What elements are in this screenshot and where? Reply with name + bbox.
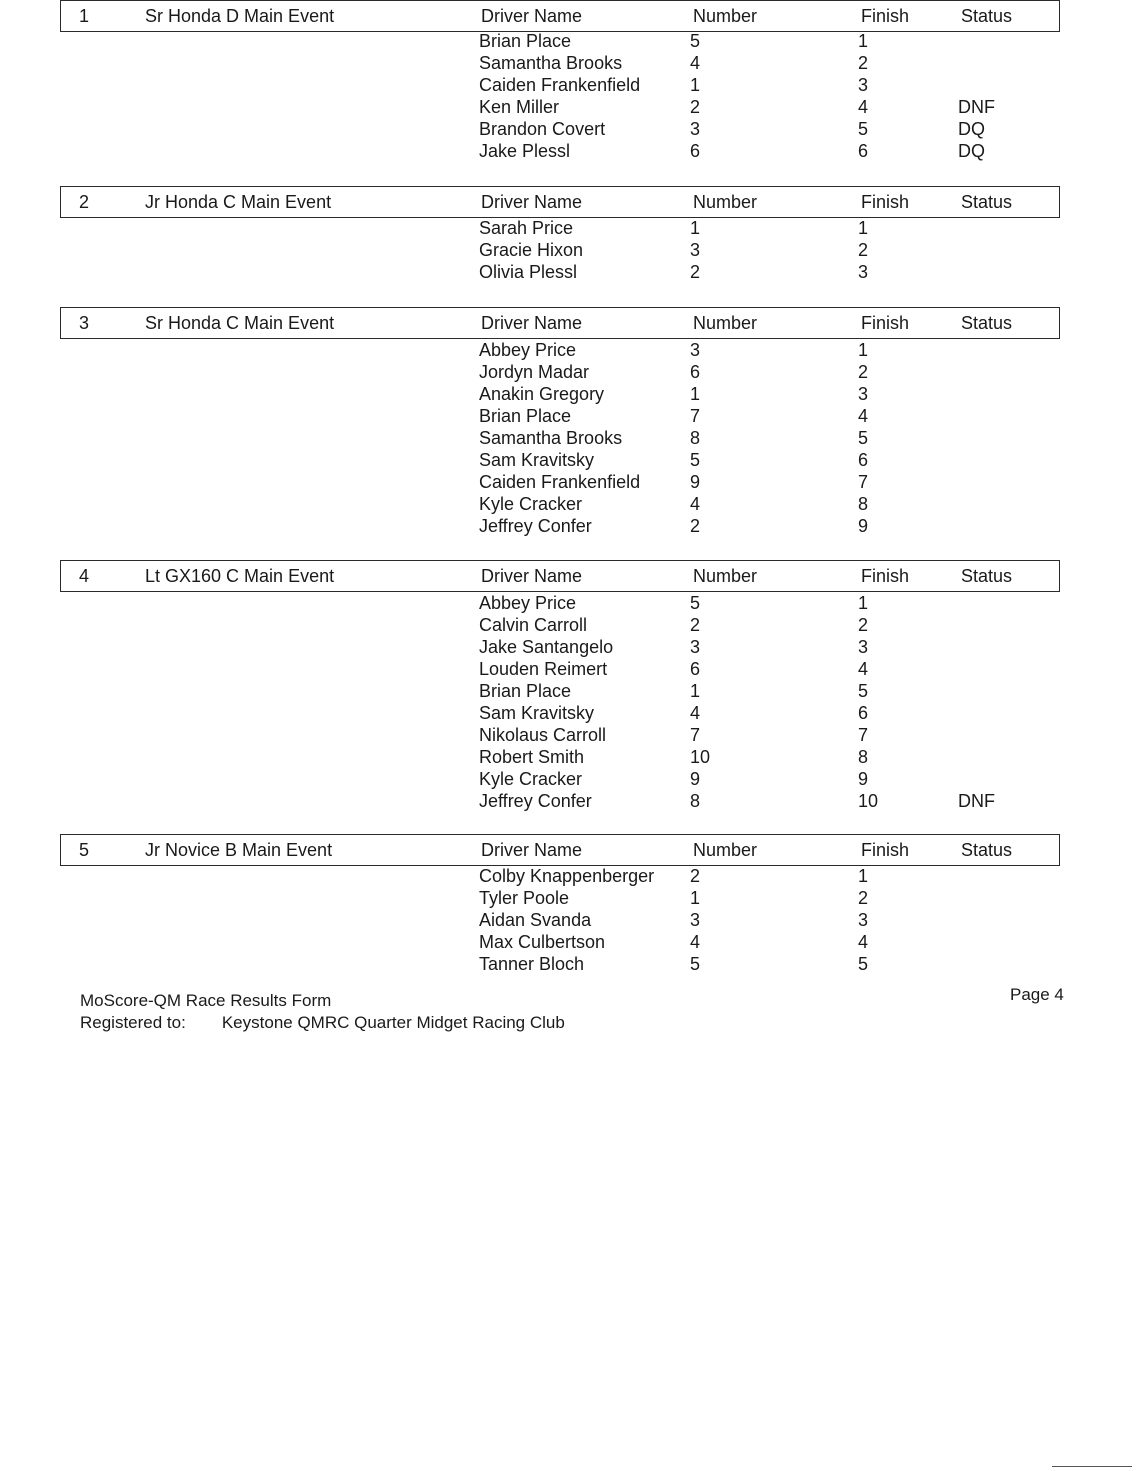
event-number: 1 [79, 6, 90, 26]
finish-position: 3 [858, 384, 869, 404]
column-number: Number [693, 192, 758, 212]
finish-position: 10 [858, 791, 879, 811]
result-row [0, 932, 1137, 954]
finish-position: 8 [858, 494, 869, 514]
result-row [0, 866, 1137, 888]
race-status: DNF [958, 97, 995, 117]
event-number: 2 [79, 192, 90, 212]
result-row [0, 97, 1137, 119]
result-row [0, 472, 1137, 494]
finish-position: 6 [858, 703, 869, 723]
finish-position: 2 [858, 888, 869, 908]
driver-name: Kyle Cracker [479, 494, 583, 514]
result-row [0, 703, 1137, 725]
finish-position: 6 [858, 450, 869, 470]
result-row [0, 888, 1137, 910]
driver-name: Louden Reimert [479, 659, 608, 679]
scan-edge-mark [1052, 1466, 1132, 1467]
driver-name: Tyler Poole [479, 888, 570, 908]
page-number: Page 4 [1010, 985, 1064, 1004]
car-number: 3 [690, 240, 701, 260]
car-number: 9 [690, 472, 701, 492]
finish-position: 7 [858, 725, 869, 745]
event-number: 3 [79, 313, 90, 333]
finish-position: 3 [858, 262, 869, 282]
result-row [0, 659, 1137, 681]
driver-name: Aidan Svanda [479, 910, 592, 930]
column-finish: Finish [861, 566, 910, 586]
registered-club: Keystone QMRC Quarter Midget Racing Club [221, 1013, 565, 1032]
result-row [0, 725, 1137, 747]
event-title: Sr Honda D Main Event [145, 6, 335, 26]
driver-name: Sarah Price [479, 218, 574, 238]
results-list [0, 340, 1137, 538]
car-number: 2 [690, 615, 701, 635]
driver-name: Sam Kravitsky [479, 703, 595, 723]
car-number: 2 [690, 97, 701, 117]
finish-position: 5 [858, 119, 869, 139]
finish-position: 4 [858, 932, 869, 952]
finish-position: 2 [858, 53, 869, 73]
finish-position: 1 [858, 218, 869, 238]
car-number: 8 [690, 791, 701, 811]
registration-line [80, 1012, 565, 1034]
race-status: DQ [958, 119, 985, 139]
column-finish: Finish [861, 6, 910, 26]
car-number: 1 [690, 75, 701, 95]
car-number: 6 [690, 362, 701, 382]
finish-position: 7 [858, 472, 869, 492]
driver-name: Ken Miller [479, 97, 560, 117]
event-title: Jr Novice B Main Event [145, 840, 333, 860]
race-status: DNF [958, 791, 995, 811]
finish-position: 3 [858, 637, 869, 657]
car-number: 3 [690, 910, 701, 930]
finish-position: 8 [858, 747, 869, 767]
finish-position: 4 [858, 406, 869, 426]
column-finish: Finish [861, 192, 910, 212]
driver-name: Brandon Covert [479, 119, 606, 139]
result-row [0, 910, 1137, 932]
driver-name: Caiden Frankenfield [479, 75, 641, 95]
event-title: Lt GX160 C Main Event [145, 566, 335, 586]
event-header [60, 834, 1060, 866]
column-status: Status [961, 192, 1013, 212]
driver-name: Jeffrey Confer [479, 516, 592, 536]
form-footer [80, 990, 565, 1034]
car-number: 1 [690, 384, 701, 404]
car-number: 1 [690, 218, 701, 238]
car-number: 3 [690, 637, 701, 657]
car-number: 5 [690, 31, 701, 51]
column-status: Status [961, 313, 1013, 333]
result-row [0, 340, 1137, 362]
column-number: Number [693, 313, 758, 333]
driver-name: Jake Plessl [479, 141, 571, 161]
driver-name: Max Culbertson [479, 932, 606, 952]
finish-position: 1 [858, 340, 869, 360]
result-row [0, 954, 1137, 976]
car-number: 2 [690, 866, 701, 886]
car-number: 8 [690, 428, 701, 448]
result-row [0, 516, 1137, 538]
result-row [0, 75, 1137, 97]
result-row [0, 593, 1137, 615]
result-row [0, 450, 1137, 472]
result-row [0, 384, 1137, 406]
result-row [0, 791, 1137, 813]
driver-name: Jeffrey Confer [479, 791, 592, 811]
car-number: 6 [690, 659, 701, 679]
event-number: 4 [79, 566, 90, 586]
driver-name: Sam Kravitsky [479, 450, 595, 470]
car-number: 2 [690, 516, 701, 536]
driver-name: Brian Place [479, 406, 572, 426]
car-number: 9 [690, 769, 701, 789]
column-driver-name: Driver Name [481, 840, 583, 860]
event-header [60, 0, 1060, 32]
finish-position: 1 [858, 31, 869, 51]
result-row [0, 428, 1137, 450]
event-header [60, 307, 1060, 339]
car-number: 3 [690, 119, 701, 139]
driver-name: Gracie Hixon [479, 240, 584, 260]
column-status: Status [961, 840, 1013, 860]
driver-name: Anakin Gregory [479, 384, 605, 404]
results-list [0, 218, 1137, 284]
column-driver-name: Driver Name [481, 6, 583, 26]
result-row [0, 769, 1137, 791]
car-number: 6 [690, 141, 701, 161]
driver-name: Kyle Cracker [479, 769, 583, 789]
finish-position: 2 [858, 240, 869, 260]
driver-name: Abbey Price [479, 340, 577, 360]
driver-name: Tanner Bloch [479, 954, 585, 974]
car-number: 3 [690, 340, 701, 360]
finish-position: 4 [858, 97, 869, 117]
result-row [0, 615, 1137, 637]
result-row [0, 406, 1137, 428]
result-row [0, 637, 1137, 659]
driver-name: Jake Santangelo [479, 637, 614, 657]
finish-position: 5 [858, 954, 869, 974]
driver-name: Samantha Brooks [479, 53, 623, 73]
driver-name: Colby Knappenberger [479, 866, 655, 886]
column-status: Status [961, 566, 1013, 586]
result-row [0, 262, 1137, 284]
result-row [0, 218, 1137, 240]
column-finish: Finish [861, 313, 910, 333]
result-row [0, 747, 1137, 769]
car-number: 2 [690, 262, 701, 282]
car-number: 4 [690, 494, 701, 514]
car-number: 5 [690, 954, 701, 974]
finish-position: 9 [858, 769, 869, 789]
column-number: Number [693, 6, 758, 26]
results-list [0, 31, 1137, 163]
car-number: 7 [690, 725, 701, 745]
driver-name: Brian Place [479, 31, 572, 51]
event-header [60, 186, 1060, 218]
result-row [0, 141, 1137, 163]
column-driver-name: Driver Name [481, 566, 583, 586]
driver-name: Olivia Plessl [479, 262, 578, 282]
results-list [0, 593, 1137, 813]
driver-name: Brian Place [479, 681, 572, 701]
finish-position: 2 [858, 615, 869, 635]
finish-position: 3 [858, 910, 869, 930]
driver-name: Jordyn Madar [479, 362, 590, 382]
result-row [0, 494, 1137, 516]
column-driver-name: Driver Name [481, 313, 583, 333]
driver-name: Samantha Brooks [479, 428, 623, 448]
finish-position: 4 [858, 659, 869, 679]
finish-position: 2 [858, 362, 869, 382]
result-row [0, 362, 1137, 384]
finish-position: 6 [858, 141, 869, 161]
finish-position: 3 [858, 75, 869, 95]
column-status: Status [961, 6, 1013, 26]
column-finish: Finish [861, 840, 910, 860]
event-title: Sr Honda C Main Event [145, 313, 335, 333]
finish-position: 1 [858, 593, 869, 613]
result-row [0, 681, 1137, 703]
car-number: 7 [690, 406, 701, 426]
event-number: 5 [79, 840, 90, 860]
car-number: 4 [690, 53, 701, 73]
car-number: 4 [690, 703, 701, 723]
finish-position: 9 [858, 516, 869, 536]
registered-label: Registered to: [80, 1013, 186, 1032]
driver-name: Nikolaus Carroll [479, 725, 607, 745]
car-number: 5 [690, 450, 701, 470]
result-row [0, 31, 1137, 53]
driver-name: Abbey Price [479, 593, 577, 613]
result-row [0, 119, 1137, 141]
finish-position: 5 [858, 681, 869, 701]
results-list [0, 866, 1137, 976]
driver-name: Calvin Carroll [479, 615, 588, 635]
race-status: DQ [958, 141, 985, 161]
column-number: Number [693, 840, 758, 860]
result-row [0, 240, 1137, 262]
car-number: 4 [690, 932, 701, 952]
event-title: Jr Honda C Main Event [145, 192, 332, 212]
driver-name: Caiden Frankenfield [479, 472, 641, 492]
car-number: 1 [690, 888, 701, 908]
finish-position: 1 [858, 866, 869, 886]
car-number: 10 [690, 747, 711, 767]
result-row [0, 53, 1137, 75]
column-number: Number [693, 566, 758, 586]
car-number: 1 [690, 681, 701, 701]
event-header [60, 560, 1060, 592]
finish-position: 5 [858, 428, 869, 448]
car-number: 5 [690, 593, 701, 613]
form-name: MoScore-QM Race Results Form [80, 991, 332, 1010]
driver-name: Robert Smith [479, 747, 585, 767]
column-driver-name: Driver Name [481, 192, 583, 212]
